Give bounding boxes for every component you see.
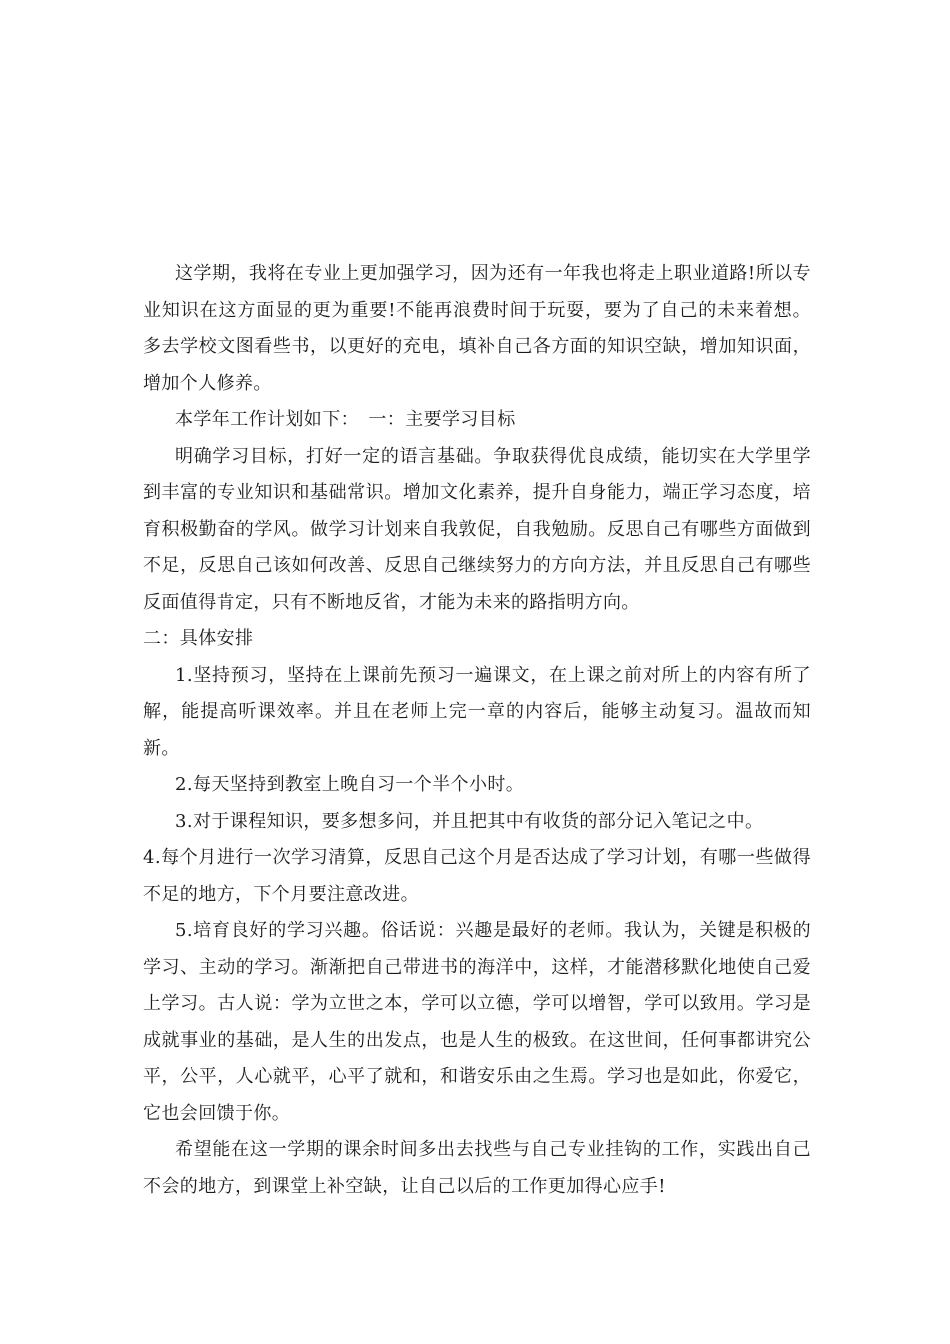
list-item-evening-study: 2.每天坚持到教室上晚自习一个半个小时。 — [175, 774, 525, 795]
list-item-interest: 5.培育良好的学习兴趣。俗话说：兴趣是最好的老师。我认为，关键是积极的学习、主动的学习。渐渐把自己带进书的海洋中，这样，才能潜移默化地使自己爱上学习。古人说：学为立世之本，学可以立德，学可以增智，学可以致用。学习是成就事业的基础，是人生的出发点，也是人生的极致。在这世间，任何事都讲究公平，公平，人心就平，心平了就和，和谐安乐由之生焉。学习也是如此，你爱它，它也会回馈于你。 — [143, 920, 811, 1124]
list-item-monthly-review: 4.每个月进行一次学习清算，反思自己这个月是否达成了学习计划，有哪一些做得不足的地方，下个月要注意改进。 — [143, 847, 811, 905]
list-item-preview: 1.坚持预习，坚持在上课前先预习一遍课文，在上课之前对所上的内容有所了解，能提高听课效率。并且在老师上完一章的内容后，能够主动复习。温故而知新。 — [143, 664, 811, 759]
paragraph-plan-heading: 本学年工作计划如下： 一：主要学习目标 — [175, 409, 516, 430]
paragraph-closing: 希望能在这一学期的课余时间多出去找些与自己专业挂钩的工作，实践出自己不会的地方，到课堂上补空缺，让自己以后的工作更加得心应手! — [143, 1139, 811, 1197]
list-item-notes: 3.对于课程知识，要多想多问，并且把其中有收货的部分记入笔记之中。 — [175, 810, 764, 832]
paragraph-intro: 这学期，我将在专业上更加强学习，因为还有一年我也将走上职业道路!所以专业知识在这方面显的更为重要!不能再浪费时间于玩耍，要为了自己的未来着想。多去学校文图看些书，以更好的充电，填补自己各方面的知识空缺，增加知识面，增加个人修养。 — [143, 263, 811, 394]
document-body — [143, 256, 811, 1205]
paragraph-goals: 明确学习目标，打好一定的语言基础。争取获得优良成绩，能切实在大学里学到丰富的专业知识和基础常识。增加文化素养，提升自身能力，端正学习态度，培育积极勤奋的学风。做学习计划来自我敦促，自我勉励。反思自己有哪些方面做到不足，反思自己该如何改善、反思自己继续努力的方向方法，并且反思自己有哪些反面值得肯定，只有不断地反省，才能为未来的路指明方向。 — [143, 445, 811, 613]
section-heading-arrangements: 二：具体安排 — [143, 628, 254, 649]
